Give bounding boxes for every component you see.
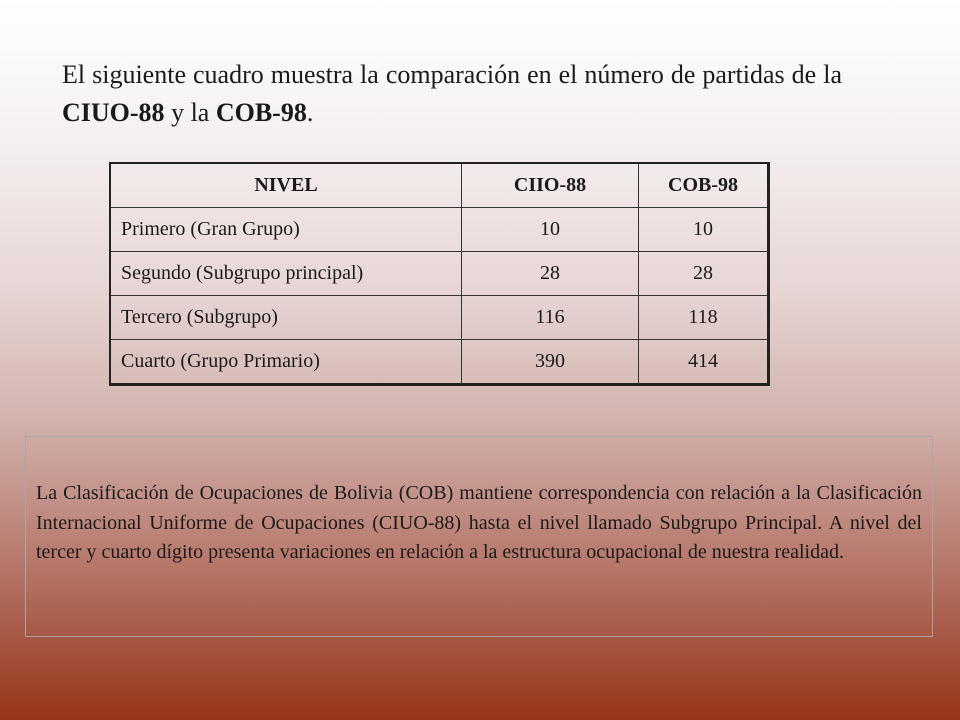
cell-ciio-value: 10 <box>462 208 639 252</box>
intro-text-middle: y la <box>164 98 216 127</box>
cell-ciio-value: 390 <box>462 340 639 385</box>
cell-ciio-value: 28 <box>462 252 639 296</box>
table-header-row <box>110 163 769 208</box>
table-row <box>110 296 769 340</box>
comparison-table <box>109 162 770 386</box>
cell-cob-value: 414 <box>639 340 769 385</box>
intro-bold-ciuo: CIUO-88 <box>62 98 165 127</box>
note-box <box>25 436 933 637</box>
note-text: La Clasificación de Ocupaciones de Bolivia (COB) mantiene correspondencia con relación a la Clasificación Internacional Uniforme de Ocupaciones (CIUO-88) hasta el nivel llamado Subgrupo Principal. A nivel del tercer y cuarto dígito presenta variaciones en relación a la estructura ocupacional de nuestra realidad. <box>36 482 922 563</box>
intro-bold-cob: COB-98 <box>215 98 307 127</box>
intro-text-before: El siguiente cuadro muestra la comparación en el número de partidas de la <box>62 60 842 89</box>
cell-cob-value: 118 <box>639 296 769 340</box>
header-nivel: NIVEL <box>110 163 462 208</box>
header-ciio-88: CIIO-88 <box>462 163 639 208</box>
cell-level: Tercero (Subgrupo) <box>110 296 462 340</box>
cell-level: Primero (Gran Grupo) <box>110 208 462 252</box>
cell-level: Segundo (Subgrupo principal) <box>110 252 462 296</box>
cell-cob-value: 28 <box>639 252 769 296</box>
table-row <box>110 208 769 252</box>
cell-level: Cuarto (Grupo Primario) <box>110 340 462 385</box>
intro-text-after: . <box>306 98 314 127</box>
intro-paragraph <box>62 56 842 132</box>
cell-cob-value: 10 <box>639 208 769 252</box>
table-row <box>110 252 769 296</box>
table-row <box>110 340 769 385</box>
cell-ciio-value: 116 <box>462 296 639 340</box>
header-cob-98: COB-98 <box>639 163 769 208</box>
